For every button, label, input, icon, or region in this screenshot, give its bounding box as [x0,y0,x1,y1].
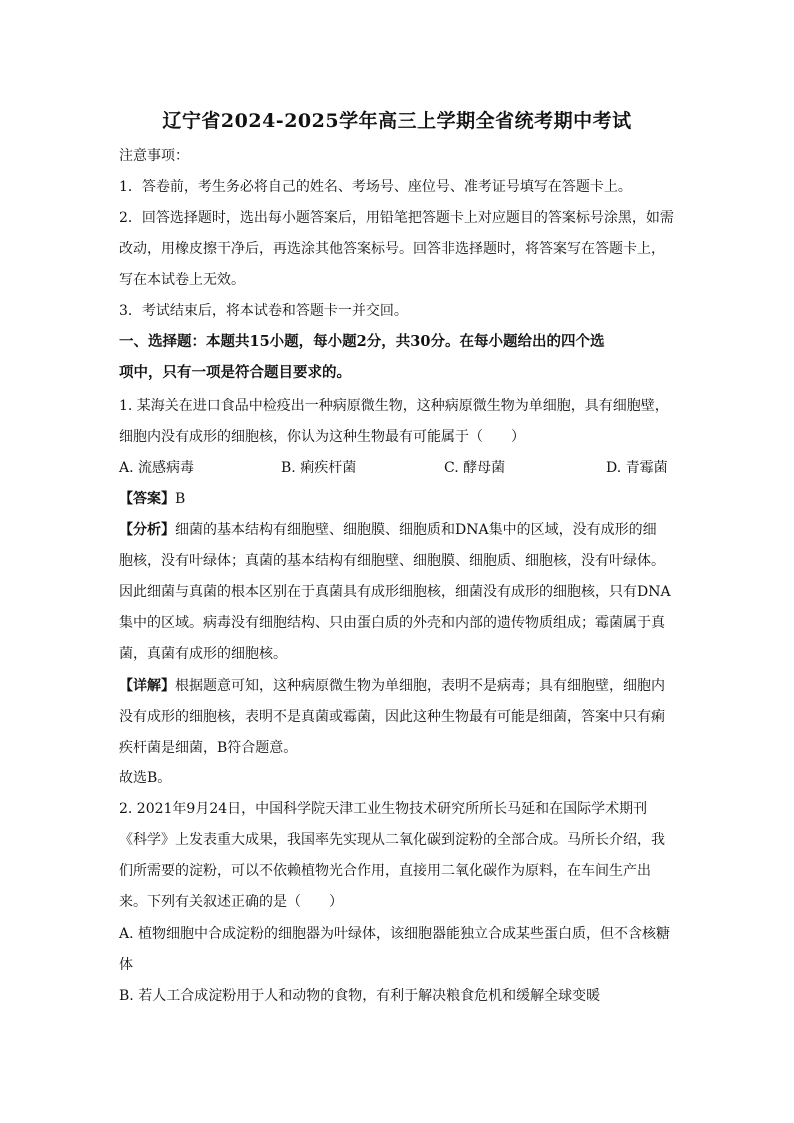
notice-item-2-line-1: 2．回答选择题时，选出每小题答案后，用铅笔把答题卡上对应题目的答案标号涂黑，如需 [119,210,674,226]
q1-option-d: D. 青霉菌 [606,460,668,476]
q1-option-b: B. 痢疾杆菌 [281,460,357,476]
notice-item-2-line-3: 写在本试卷上无效。 [119,272,245,288]
q1-conclusion: 故选B。 [119,770,172,786]
q1-answer [119,490,679,508]
q2-option-b: B. 若人工合成淀粉用于人和动物的食物，有利于解决粮食危机和缓解全球变暖 [119,988,601,1004]
q2-stem-line-2: 《科学》上发表重大成果，我国率先实现从二氧化碳到淀粉的全部合成。马所长介绍，我 [119,832,665,848]
section-heading-line-1: 一、选择题：本题共15小题，每小题2分，共30分。在每小题给出的四个选 [119,333,605,350]
q2-option-a-line-1: A. 植物细胞中合成淀粉的细胞器为叶绿体，该细胞器能独立合成某些蛋白质，但不含核糖 [119,926,671,942]
notice-heading: 注意事项： [119,148,189,164]
q1-detail-line-1 [119,677,679,695]
q1-option-a: A. 流感病毒 [119,460,195,476]
analysis-tag: 【分析】 [119,522,175,538]
exam-title: 辽宁省2024-2025学年高三上学期全省统考期中考试 [162,110,632,132]
answer-tag: 【答案】 [119,491,175,507]
q1-analysis-line-4: 集中的区域。病毒没有细胞结构、只由蛋白质的外壳和内部的遗传物质组成；霉菌属于真 [119,615,665,631]
q2-stem-line-1: 2. 2021年9月24日，中国科学院天津工业生物技术研究所所长马延和在国际学术期刊 [119,801,648,817]
q1-analysis-line-1 [119,521,679,539]
section-heading-line-2: 项中，只有一项是符合题目要求的。 [119,364,351,381]
notice-item-1: 1．答卷前，考生务必将自己的姓名、考场号、座位号、准考证号填写在答题卡上。 [119,179,632,195]
q2-option-a-line-2: 体 [119,957,133,973]
detail-tag: 【详解】 [119,678,175,694]
q1-analysis-line-2: 胞核，没有叶绿体；真菌的基本结构有细胞壁、细胞膜、细胞质、细胞核，没有叶绿体。 [119,553,665,569]
q1-analysis-line-3: 因此细菌与真菌的根本区别在于真菌具有成形细胞核，细菌没有成形的细胞核，只有DNA [119,584,671,600]
q1-option-c: C. 酵母菌 [444,460,506,476]
q2-stem-line-3: 们所需要的淀粉，可以不依赖植物光合作用，直接用二氧化碳作为原料，在车间生产出 [119,863,651,879]
answer-value: B [175,491,186,507]
q1-stem-line-1: 1. 某海关在进口食品中检疫出一种病原微生物，这种病原微生物为单细胞，具有细胞壁， [119,398,669,414]
q2-stem-line-4: 来。下列有关叙述正确的是（ ） [119,894,343,910]
analysis-text: 细菌的基本结构有细胞壁、细胞膜、细胞质和DNA集中的区域，没有成形的细 [175,522,657,538]
notice-item-3: 3．考试结束后，将本试卷和答题卡一并交回。 [119,303,408,319]
detail-text: 根据题意可知，这种病原微生物为单细胞，表明不是病毒；具有细胞壁，细胞内 [175,678,665,694]
notice-item-2-line-2: 改动，用橡皮擦干净后，再选涂其他答案标号。回答非选择题时，将答案写在答题卡上， [119,241,665,257]
q1-stem-line-2: 细胞内没有成形的细胞核，你认为这种生物最有可能属于（ ） [119,429,525,445]
q1-analysis-line-5: 菌，真菌有成形的细胞核。 [119,646,287,662]
q1-detail-line-2: 没有成形的细胞核，表明不是真菌或霉菌，因此这种生物最有可能是细菌，答案中只有痢 [119,709,665,725]
q1-detail-line-3: 疾杆菌是细菌，B符合题意。 [119,740,298,756]
